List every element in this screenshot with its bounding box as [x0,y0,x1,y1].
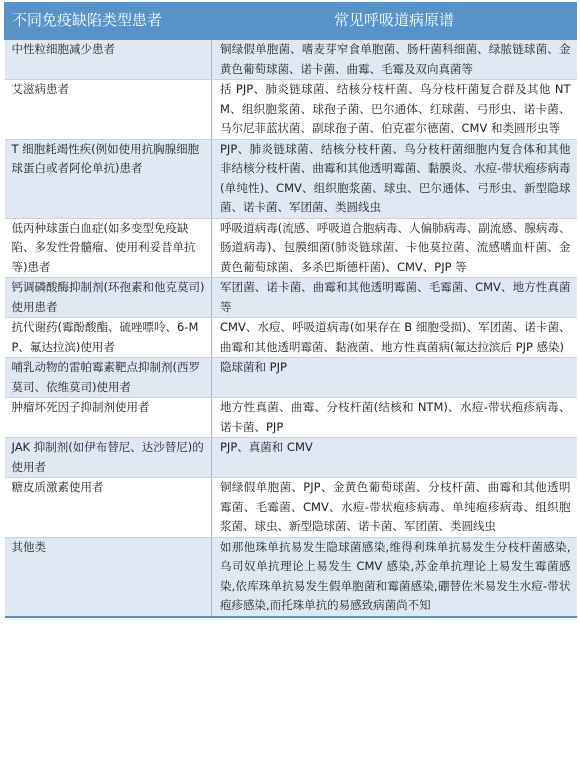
header-patient-type: 不同免疫缺陷类型患者 [5,3,212,40]
row-category: 艾滋病患者 [5,80,212,140]
row-category: 抗代谢药(霉酚酸酯、硫唑嘌呤、6-MP、氟达拉滨)使用者 [5,318,212,358]
row-pathogens: PJP、真菌和 CMV [212,438,577,478]
row-pathogens: 隐球菌和 PJP [212,358,577,398]
row-category: 钙调磷酸酶抑制剂(环孢素和他克莫司)使用患者 [5,278,212,318]
row-pathogens: 铜绿假单胞菌、PJP、金黄色葡萄球菌、分枝杆菌、曲霉和其他透明霉菌、毛霉菌、CMV、水痘-带状疱疹病毒、单纯疱疹病毒、组织胞浆菌、球虫、新型隐球菌、诺卡菌、军团菌、类圆线虫 [212,478,577,538]
header-row [5,3,577,40]
row-category: 中性粒细胞减少患者 [5,40,212,80]
row-pathogens: 括 PJP、肺炎链球菌、结核分枝杆菌、鸟分枝杆菌复合群及其他 NTM、组织胞浆菌、球孢子菌、巴尔通体、红球菌、弓形虫、诺卡菌、马尔尼菲蓝状菌、副球孢子菌、伯克霍尔德菌、CMV 和类圆形虫等 [212,80,577,140]
row-pathogens: 铜绿假单胞菌、嗜麦芽窄食单胞菌、肠杆菌科细菌、绿脓链球菌、金黄色葡萄球菌、诺卡菌、曲霉、毛霉及双向真菌等 [212,40,577,80]
row-pathogens: PJP、肺炎链球菌、结核分枝杆菌、鸟分枝杆菌细胞内复合体和其他非结核分枝杆菌、曲霉和其他透明霉菌、黏膜炎、水痘-带状疱疹病毒(单纯性)、CMV、组织胞浆菌、球虫、巴尔通体、弓形虫、新型隐球菌、诺卡菌、军团菌、类圆线虫 [212,139,577,218]
pathogen-spectrum-table [4,2,577,618]
row-category: T 细胞耗竭性疾(例如使用抗胸腺细胞球蛋白或者阿伦单抗)患者 [5,139,212,218]
header-pathogen-spectrum: 常见呼吸道病原谱 [212,3,577,40]
row-category: 糖皮质激素使用者 [5,478,212,538]
table-row [5,318,577,358]
row-pathogens: 军团菌、诺卡菌、曲霉和其他透明霉菌、毛霉菌、CMV、地方性真菌等 [212,278,577,318]
table-row [5,278,577,318]
row-pathogens: 地方性真菌、曲霉、分枝杆菌(结核和 NTM)、水痘-带状疱疹病毒、诺卡菌、PJP [212,398,577,438]
row-category: 其他类 [5,537,212,617]
table-row [5,398,577,438]
row-category: 肿瘤坏死因子抑制剂使用者 [5,398,212,438]
table-row [5,80,577,140]
row-category: 低丙种球蛋白血症(如多变型免疫缺陷、多发性骨髓瘤、使用利妥昔单抗等)患者 [5,218,212,278]
table-row [5,358,577,398]
table-body [5,40,577,617]
table-row [5,139,577,218]
row-pathogens: 呼吸道病毒(流感、呼吸道合胞病毒、人偏肺病毒、副流感、腺病毒、肠道病毒)、包膜细菌(肺炎链球菌、卡他莫拉菌、流感嗜血杆菌、金黄色葡萄球菌、多杀巴斯德杆菌)、CMV、PJP 等 [212,218,577,278]
row-category: JAK 抑制剂(如伊布替尼、达沙替尼)的使用者 [5,438,212,478]
table-row [5,40,577,80]
table-row [5,218,577,278]
table-row [5,537,577,617]
table-row [5,438,577,478]
table-row [5,478,577,538]
row-category: 哺乳动物的雷帕霉素靶点抑制剂(西罗莫司、依维莫司)使用者 [5,358,212,398]
table-header [5,3,577,40]
row-pathogens: 如那他珠单抗易发生隐球菌感染,维得利珠单抗易发生分枝杆菌感染,乌司奴单抗理论上易发生 CMV 感染,苏金单抗理论上易发生霉菌感染,依库珠单抗易发生假单胞菌和霉菌感染,硼替佐米易发生水痘-带状疱疹感染,而托珠单抗的易感致病菌尚不知 [212,537,577,617]
row-pathogens: CMV、水痘、呼吸道病毒(如果存在 B 细胞受损)、军团菌、诺卡菌、曲霉和其他透明霉菌、黏液菌、地方性真菌病(氟达拉滨后 PJP 感染) [212,318,577,358]
